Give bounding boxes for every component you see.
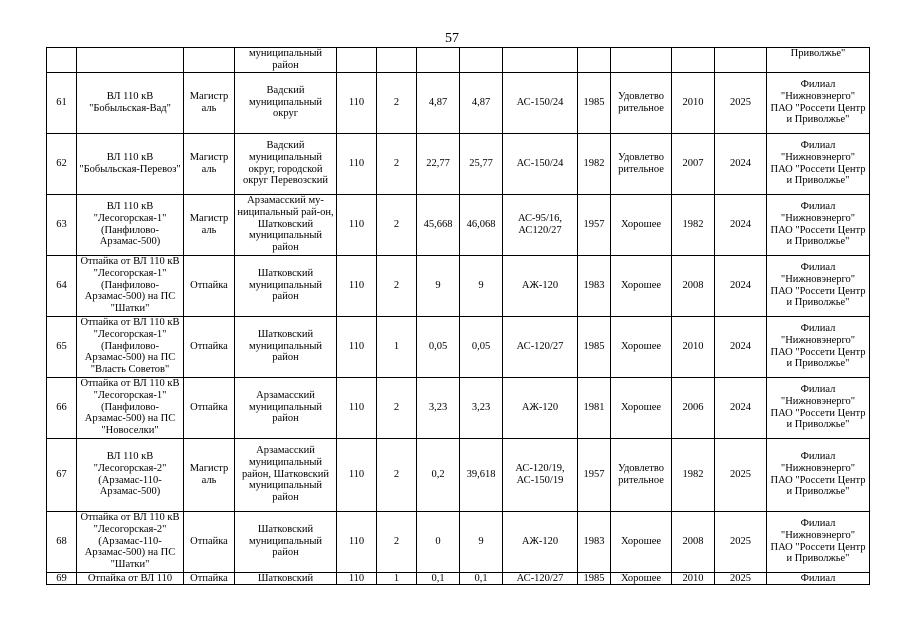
cell-line-type: Магистр аль xyxy=(184,133,235,194)
cell-line-name: ВЛ 110 кВ "Бобыльская-Перевоз" xyxy=(77,133,184,194)
cell-plan-year: 2024 xyxy=(715,255,767,316)
table-row xyxy=(47,194,870,255)
table-row xyxy=(47,438,870,511)
cell-commission-year: 1985 xyxy=(578,572,611,584)
cell-row-number: 64 xyxy=(47,255,77,316)
cell-line-name: ВЛ 110 кВ "Лесогорская-2" (Арзамас-110-Арзамас-500) xyxy=(77,438,184,511)
cell-length-1: 22,77 xyxy=(417,133,460,194)
cell-line-type: Отпайка xyxy=(184,255,235,316)
cell-row-number: 69 xyxy=(47,572,77,584)
cell-length-1: 3,23 xyxy=(417,377,460,438)
cell-circuits: 2 xyxy=(377,511,417,572)
continuation-row xyxy=(47,48,870,73)
cell-district: Арзамасский му-ниципальный рай-он, Шатковский муниципальный район xyxy=(235,194,337,255)
cell-commission-year: 1985 xyxy=(578,316,611,377)
cell-circuits: 2 xyxy=(377,133,417,194)
cell-repair-year: 2010 xyxy=(672,572,715,584)
cell-district: Арзамасский муниципальный район xyxy=(235,377,337,438)
cell-length-1: 9 xyxy=(417,255,460,316)
cell-row-number: 67 xyxy=(47,438,77,511)
cell-line-name: Отпайка от ВЛ 110 кВ "Лесогорская-2" (Арзамас-110-Арзамас-500) на ПС "Шатки" xyxy=(77,511,184,572)
cell-district: Вадский муниципальный округ, городской округ Перевозский xyxy=(235,133,337,194)
cell-row-number: 66 xyxy=(47,377,77,438)
cell-circuits: 2 xyxy=(377,377,417,438)
cell-plan-year: 2025 xyxy=(715,438,767,511)
cell-repair-year: 2008 xyxy=(672,511,715,572)
cell-line-type: Отпайка xyxy=(184,316,235,377)
cell-empty xyxy=(184,48,235,73)
cell-length-2: 3,23 xyxy=(460,377,503,438)
cell-district: Вадский муниципальный округ xyxy=(235,72,337,133)
cell-circuits: 2 xyxy=(377,438,417,511)
cell-voltage: 110 xyxy=(337,133,377,194)
cell-empty xyxy=(77,48,184,73)
cell-voltage: 110 xyxy=(337,511,377,572)
table-row xyxy=(47,316,870,377)
cell-owner: Филиал "Нижновэнерго" ПАО "Россети Центр и Приволжье" xyxy=(767,133,870,194)
cell-length-2: 9 xyxy=(460,255,503,316)
cell-circuits: 2 xyxy=(377,194,417,255)
cell-district: Шатковский муниципальный район xyxy=(235,316,337,377)
cell-wire-brand: АЖ-120 xyxy=(503,377,578,438)
cell-owner: Филиал "Нижновэнерго" ПАО "Россети Центр и Приволжье" xyxy=(767,511,870,572)
cell-district: Шатковский xyxy=(235,572,337,584)
cell-length-1: 0 xyxy=(417,511,460,572)
table-row xyxy=(47,511,870,572)
cell-wire-brand: АС-120/27 xyxy=(503,572,578,584)
cell-length-1: 0,05 xyxy=(417,316,460,377)
cell-voltage: 110 xyxy=(337,572,377,584)
cell-length-2: 0,1 xyxy=(460,572,503,584)
cell-empty xyxy=(377,48,417,73)
cell-line-name: ВЛ 110 кВ "Бобыльская-Вад" xyxy=(77,72,184,133)
cell-plan-year: 2024 xyxy=(715,133,767,194)
cell-commission-year: 1957 xyxy=(578,194,611,255)
cell-plan-year: 2025 xyxy=(715,511,767,572)
cell-empty xyxy=(417,48,460,73)
cell-row-number: 68 xyxy=(47,511,77,572)
cell-commission-year: 1981 xyxy=(578,377,611,438)
cell-row-number: 63 xyxy=(47,194,77,255)
cell-empty xyxy=(672,48,715,73)
cell-empty xyxy=(460,48,503,73)
cell-district: Шатковский муниципальный район xyxy=(235,255,337,316)
cell-repair-year: 2007 xyxy=(672,133,715,194)
cell-wire-brand: АС-120/27 xyxy=(503,316,578,377)
cell-condition: Хорошее xyxy=(611,511,672,572)
cell-line-type: Магистр аль xyxy=(184,438,235,511)
cell-owner: Филиал "Нижновэнерго" ПАО "Россети Центр и Приволжье" xyxy=(767,316,870,377)
table-row xyxy=(47,133,870,194)
cell-wire-brand: АС-150/24 xyxy=(503,133,578,194)
cell-owner: Филиал "Нижновэнерго" ПАО "Россети Центр и Приволжье" xyxy=(767,377,870,438)
power-lines-table xyxy=(46,47,870,585)
cell-owner: Филиал "Нижновэнерго" ПАО "Россети Центр и Приволжье" xyxy=(767,255,870,316)
cell-wire-brand: АС-95/16, АС120/27 xyxy=(503,194,578,255)
cell-length-1: 0,2 xyxy=(417,438,460,511)
cell-length-2: 39,618 xyxy=(460,438,503,511)
table-row xyxy=(47,72,870,133)
cell-voltage: 110 xyxy=(337,316,377,377)
cell-owner: Филиал "Нижновэнерго" ПАО "Россети Центр и Приволжье" xyxy=(767,194,870,255)
cell-district: Шатковский муниципальный район xyxy=(235,511,337,572)
cell-line-name: Отпайка от ВЛ 110 кВ "Лесогорская-1" (Панфилово-Арзамас-500) на ПС "Власть Советов" xyxy=(77,316,184,377)
cell-line-name: Отпайка от ВЛ 110 кВ "Лесогорская-1" (Панфилово-Арзамас-500) на ПС "Новоселки" xyxy=(77,377,184,438)
cell-empty xyxy=(503,48,578,73)
cell-repair-year: 2008 xyxy=(672,255,715,316)
cell-plan-year: 2025 xyxy=(715,572,767,584)
cell-voltage: 110 xyxy=(337,194,377,255)
cell-line-type: Магистр аль xyxy=(184,72,235,133)
cell-condition: Хорошее xyxy=(611,377,672,438)
cell-empty xyxy=(337,48,377,73)
cell-condition: Хорошее xyxy=(611,194,672,255)
cell-length-1: 4,87 xyxy=(417,72,460,133)
cell-line-type: Отпайка xyxy=(184,511,235,572)
cell-condition: Удовлетво рительное xyxy=(611,438,672,511)
cell-line-type: Отпайка xyxy=(184,572,235,584)
cell-owner: Филиал "Нижновэнерго" ПАО "Россети Центр и Приволжье" xyxy=(767,438,870,511)
cell-empty xyxy=(715,48,767,73)
cell-condition: Хорошее xyxy=(611,255,672,316)
cell-circuits: 2 xyxy=(377,72,417,133)
table-row xyxy=(47,255,870,316)
cell-commission-year: 1982 xyxy=(578,133,611,194)
cell-empty xyxy=(578,48,611,73)
cell-voltage: 110 xyxy=(337,72,377,133)
cell-plan-year: 2024 xyxy=(715,316,767,377)
cell-line-name: Отпайка от ВЛ 110 кВ "Лесогорская-1" (Панфилово-Арзамас-500) на ПС "Шатки" xyxy=(77,255,184,316)
cell-empty xyxy=(611,48,672,73)
cell-commission-year: 1985 xyxy=(578,72,611,133)
cell-wire-brand: АС-120/19, АС-150/19 xyxy=(503,438,578,511)
cell-repair-year: 2006 xyxy=(672,377,715,438)
cell-line-name: Отпайка от ВЛ 110 xyxy=(77,572,184,584)
cell-repair-year: 2010 xyxy=(672,72,715,133)
cell-condition: Удовлетво рительное xyxy=(611,72,672,133)
cell-repair-year: 1982 xyxy=(672,194,715,255)
cell-length-1: 45,668 xyxy=(417,194,460,255)
cell-empty xyxy=(47,48,77,73)
cell-voltage: 110 xyxy=(337,438,377,511)
cell-owner: Филиал xyxy=(767,572,870,584)
cell-line-type: Магистр аль xyxy=(184,194,235,255)
cell-circuits: 1 xyxy=(377,572,417,584)
cell-condition: Хорошее xyxy=(611,572,672,584)
cell-wire-brand: АЖ-120 xyxy=(503,511,578,572)
cell-owner: Филиал "Нижновэнерго" ПАО "Россети Центр и Приволжье" xyxy=(767,72,870,133)
cell-wire-brand: АС-150/24 xyxy=(503,72,578,133)
cell-length-2: 46,068 xyxy=(460,194,503,255)
cell-condition: Хорошее xyxy=(611,316,672,377)
cell-circuits: 1 xyxy=(377,316,417,377)
cell-repair-year: 2010 xyxy=(672,316,715,377)
cell-wire-brand: АЖ-120 xyxy=(503,255,578,316)
cell-owner: Приволжье" xyxy=(767,48,870,73)
cell-length-1: 0,1 xyxy=(417,572,460,584)
cell-length-2: 9 xyxy=(460,511,503,572)
cell-district: Арзамасский муниципальный район, Шатковский муниципальный район xyxy=(235,438,337,511)
page-number: 57 xyxy=(445,31,459,46)
cell-circuits: 2 xyxy=(377,255,417,316)
table-row xyxy=(47,377,870,438)
cell-commission-year: 1957 xyxy=(578,438,611,511)
cell-district: муниципальный район xyxy=(235,48,337,73)
cell-row-number: 61 xyxy=(47,72,77,133)
cell-commission-year: 1983 xyxy=(578,255,611,316)
cell-voltage: 110 xyxy=(337,255,377,316)
cell-plan-year: 2024 xyxy=(715,194,767,255)
cell-length-2: 0,05 xyxy=(460,316,503,377)
cell-repair-year: 1982 xyxy=(672,438,715,511)
cell-length-2: 4,87 xyxy=(460,72,503,133)
cell-line-type: Отпайка xyxy=(184,377,235,438)
cell-length-2: 25,77 xyxy=(460,133,503,194)
cell-row-number: 62 xyxy=(47,133,77,194)
cell-plan-year: 2024 xyxy=(715,377,767,438)
cell-condition: Удовлетво рительное xyxy=(611,133,672,194)
cell-commission-year: 1983 xyxy=(578,511,611,572)
cell-plan-year: 2025 xyxy=(715,72,767,133)
cell-row-number: 65 xyxy=(47,316,77,377)
table-row xyxy=(47,572,870,584)
cell-line-name: ВЛ 110 кВ "Лесогорская-1" (Панфилово-Арзамас-500) xyxy=(77,194,184,255)
cell-voltage: 110 xyxy=(337,377,377,438)
